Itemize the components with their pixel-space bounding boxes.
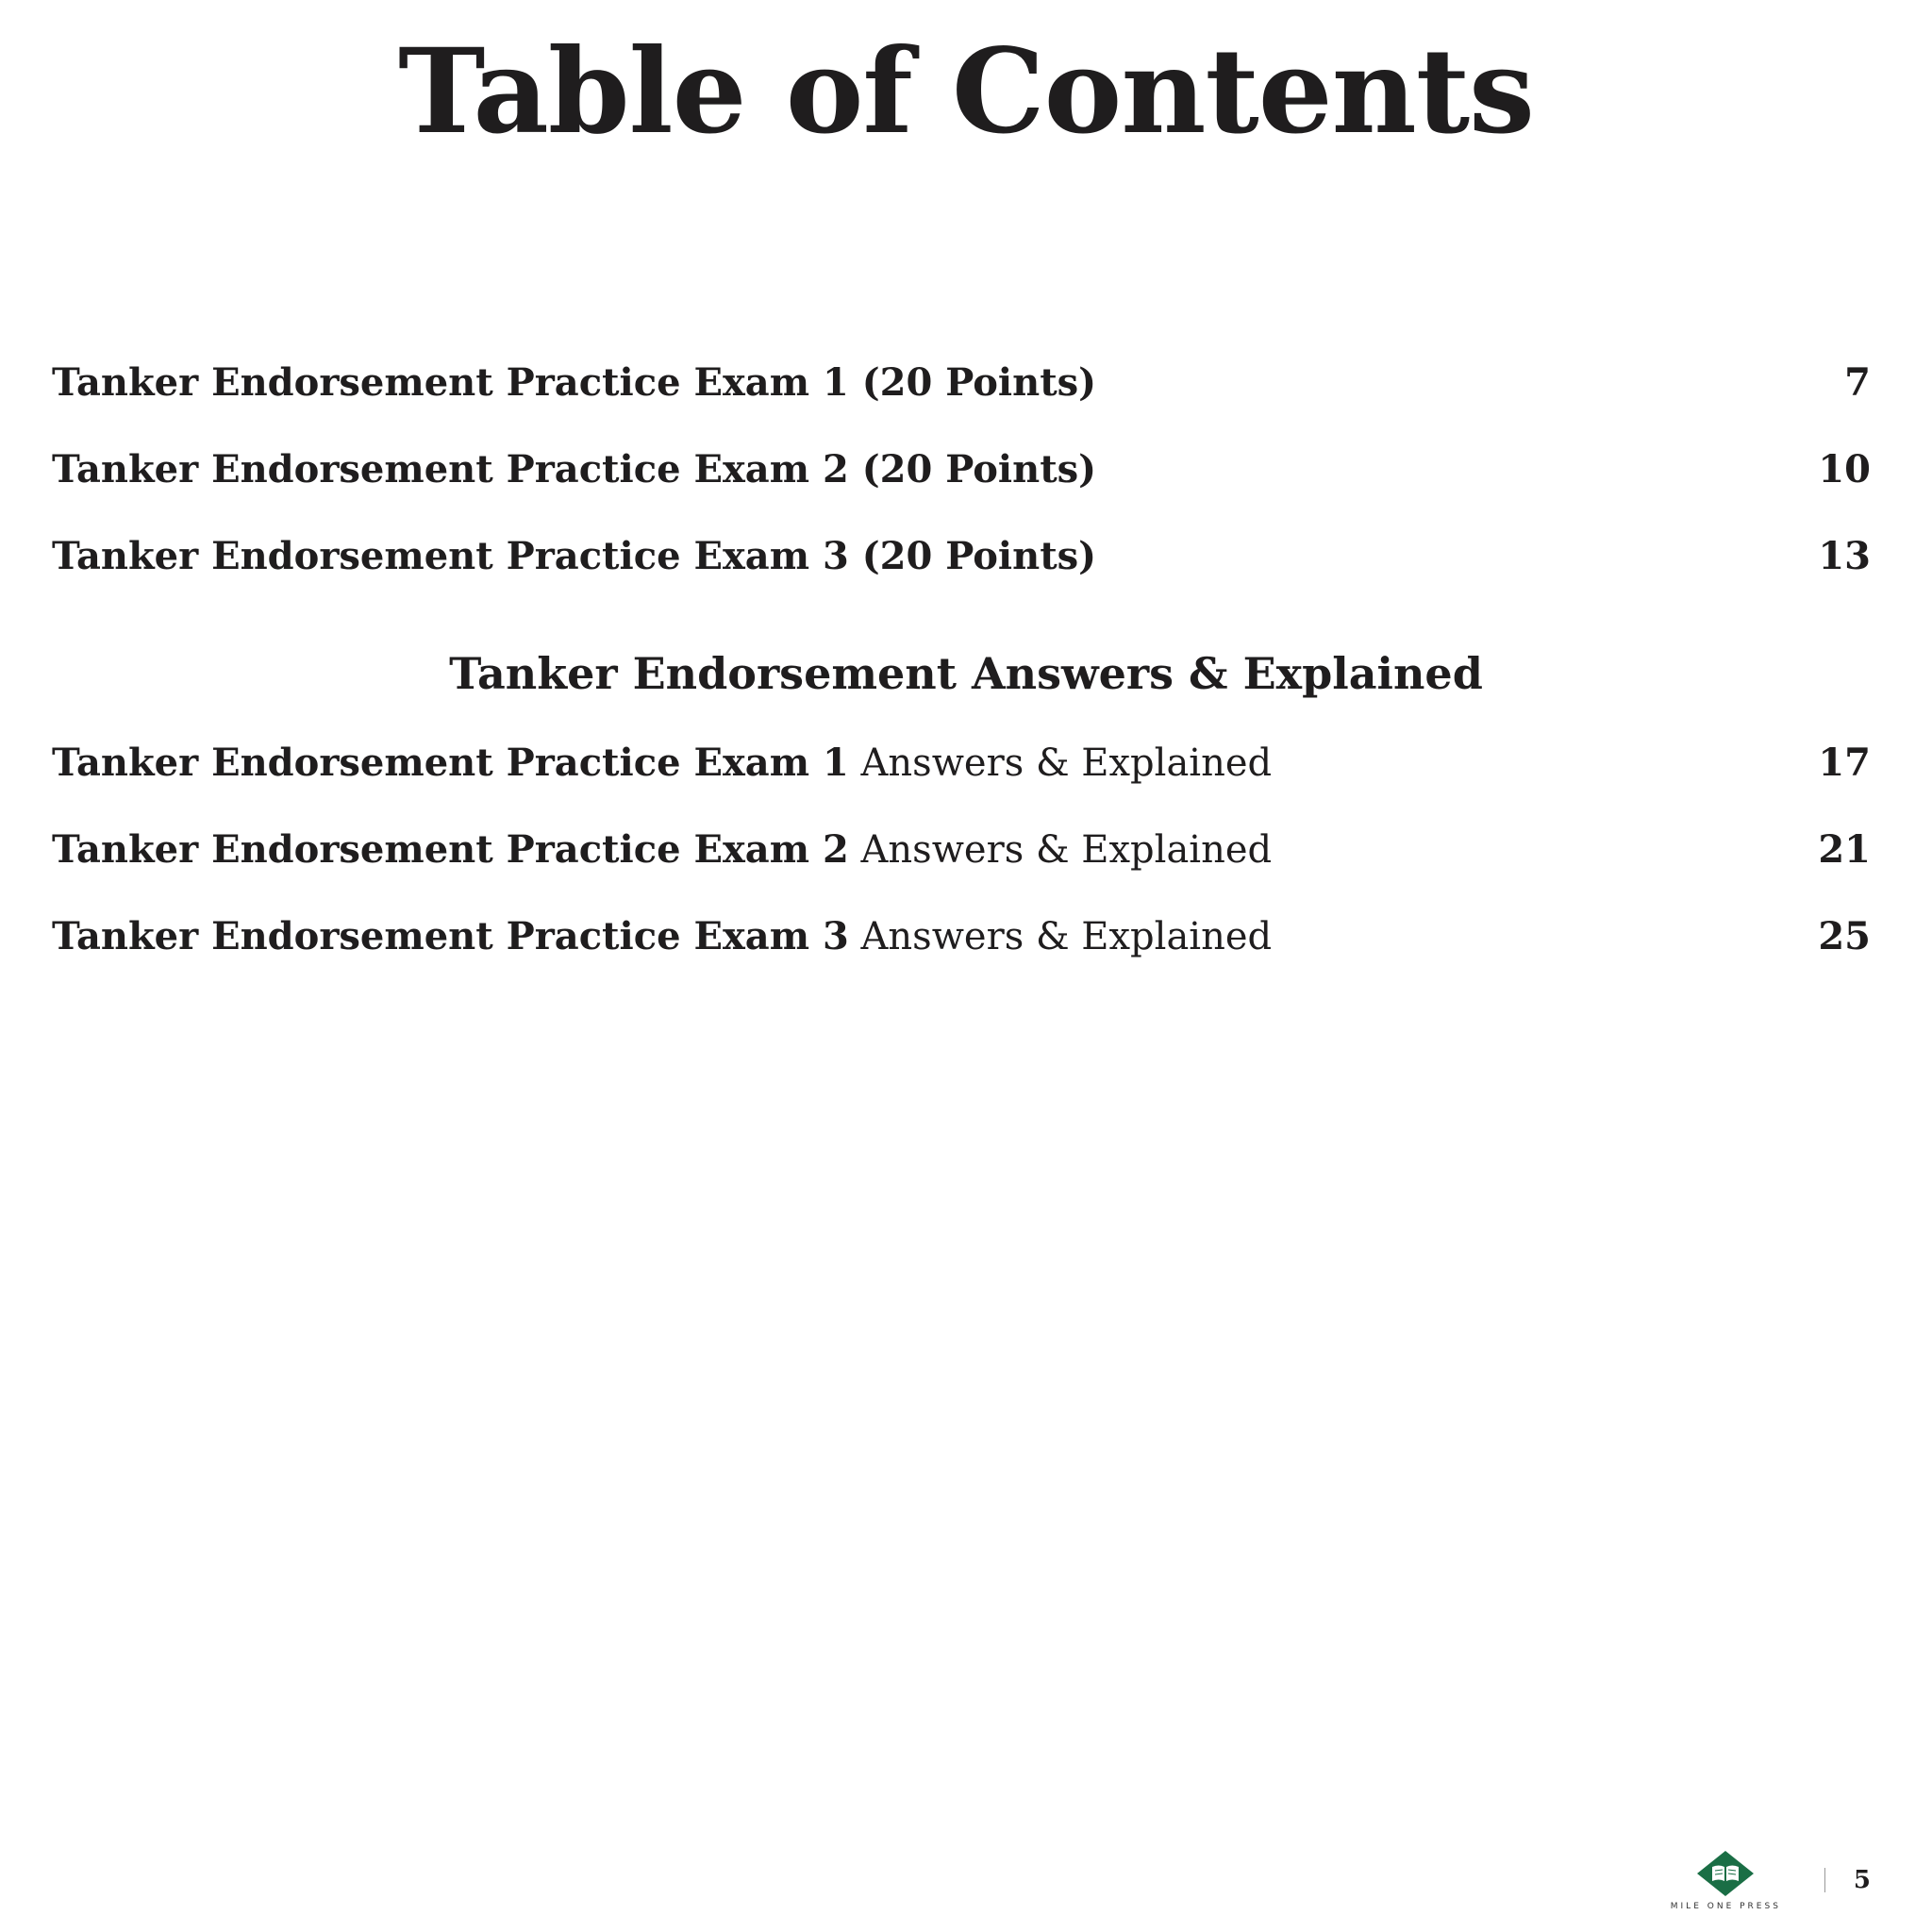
page-title: Table of Contents — [398, 24, 1534, 160]
toc-entry-title: Tanker Endorsement Practice Exam 2 (20 Points) — [52, 447, 1097, 491]
toc-entry-title: Tanker Endorsement Practice Exam 3 (20 Points) — [52, 534, 1097, 578]
publisher-logo — [1671, 1849, 1781, 1911]
toc-entry-answers-exam-3[interactable] — [52, 908, 1871, 965]
toc-entry-title: Tanker Endorsement Practice Exam 1 (20 Points) — [52, 360, 1097, 405]
toc-entry-title: Tanker Endorsement Practice Exam 3 — [52, 914, 849, 958]
toc-entry-title: Tanker Endorsement Practice Exam 2 — [52, 827, 849, 872]
publisher-name: MILE ONE PRESS — [1670, 1902, 1781, 1911]
toc-entry-practice-exam-1[interactable] — [52, 355, 1871, 411]
footer-divider — [1824, 1868, 1825, 1892]
toc-page-number: 7 — [1844, 360, 1871, 405]
toc-entry-label — [52, 822, 1272, 878]
answers-section-heading: Tanker Endorsement Answers & Explained — [449, 648, 1483, 699]
toc-page-number: 21 — [1818, 827, 1871, 872]
book-icon — [1695, 1849, 1756, 1898]
toc-entry-label — [52, 908, 1272, 965]
toc-page-number: 17 — [1818, 741, 1871, 785]
toc-entry-title: Tanker Endorsement Practice Exam 1 — [52, 741, 849, 785]
toc-entry-practice-exam-2[interactable] — [52, 441, 1871, 498]
page-number: 5 — [1853, 1866, 1871, 1894]
toc-entry-answers-exam-1[interactable] — [52, 735, 1871, 791]
toc-entry-label — [52, 441, 1096, 498]
toc-entry-answers-exam-2[interactable] — [52, 822, 1871, 878]
toc-page-number: 10 — [1818, 447, 1871, 491]
toc-entry-label — [52, 528, 1096, 585]
toc-entry-label — [52, 735, 1272, 791]
toc-page-number: 25 — [1818, 914, 1871, 958]
page-footer — [1671, 1828, 1871, 1932]
toc-entry-practice-exam-3[interactable] — [52, 528, 1871, 585]
toc-entry-subtitle: Answers & Explained — [848, 828, 1273, 872]
toc-entry-subtitle: Answers & Explained — [848, 741, 1273, 785]
toc-entry-subtitle: Answers & Explained — [848, 915, 1273, 958]
toc-entry-label — [52, 355, 1096, 411]
toc-page-number: 13 — [1818, 534, 1871, 578]
